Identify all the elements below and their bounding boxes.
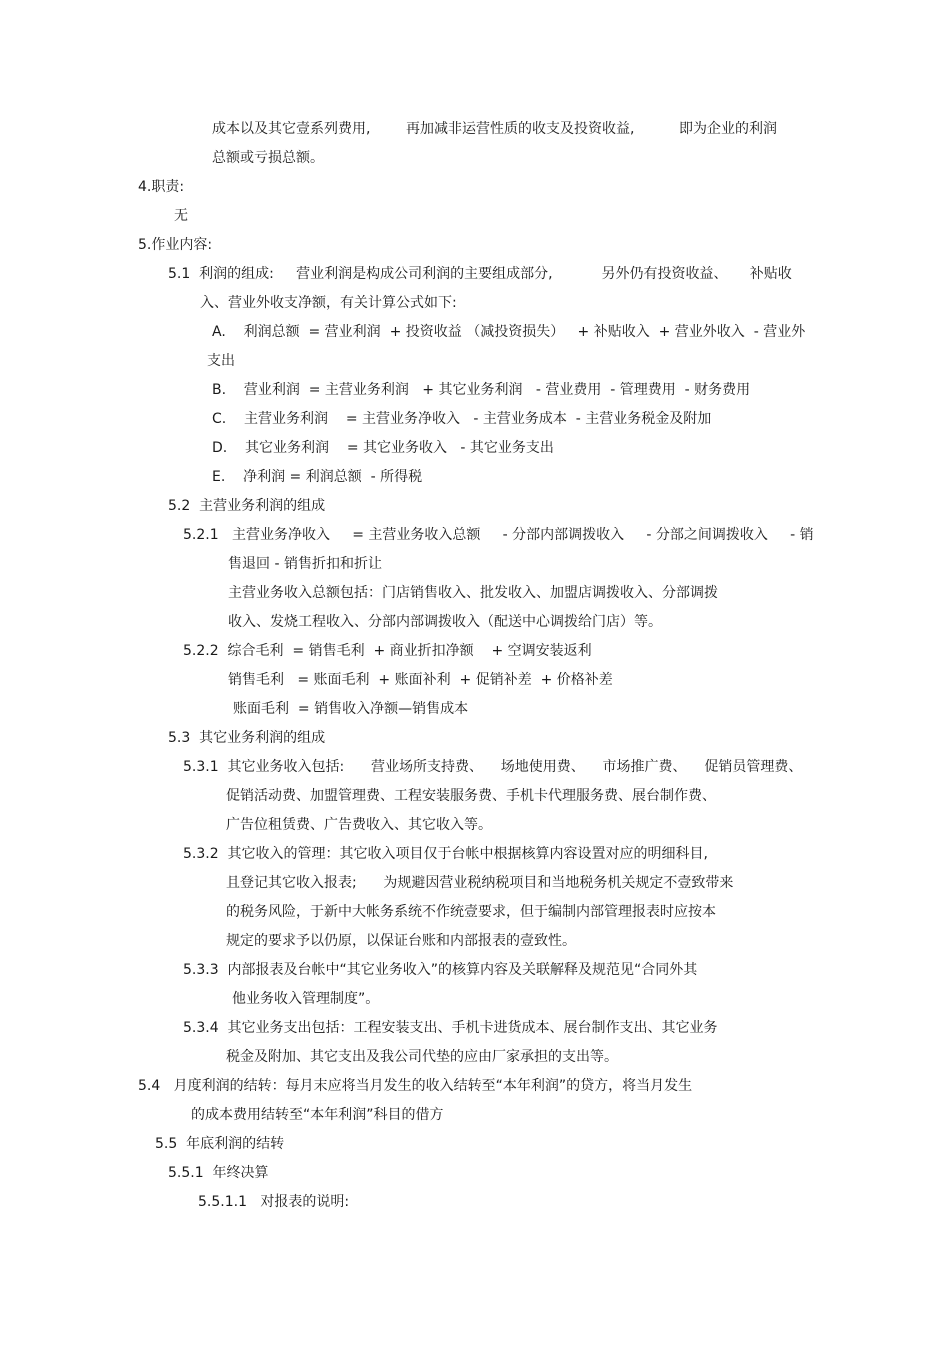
text-line: 5.3.4 其它业务支出包括：工程安装支出、手机卡进货成本、展台制作支出、其它业务	[183, 1020, 718, 1036]
text-line: 的成本费用结转至“本年利润”科目的借方	[191, 1107, 444, 1123]
formula-line: B. 营业利润 = 主营业务利润 + 其它业务利润 - 营业费用 - 管理费用 - 财务费用	[212, 382, 751, 398]
formula-line: D. 其它业务利润 = 其它业务收入 - 其它业务支出	[212, 440, 554, 456]
text-line: 5.3.3 内部报表及台帐中“其它业务收入”的核算内容及关联解释及规范见“合同外其	[183, 962, 698, 978]
text-line: 的税务风险，于新中大帐务系统不作统壹要求，但于编制内部管理报表时应按本	[226, 904, 716, 920]
subsection-heading: 5.3 其它业务利润的组成	[168, 730, 326, 746]
text-line: 广告位租赁费、广告费收入、其它收入等。	[226, 817, 492, 833]
text-line: 他业务收入管理制度”。	[232, 991, 380, 1007]
text-line: 且登记其它收入报表; 为规避因营业税纳税项目和当地税务机关规定不壹致带来	[226, 875, 734, 891]
text-line: 成本以及其它壹系列费用, 再加减非运营性质的收支及投资收益, 即为企业的利润	[212, 121, 778, 137]
subsection-heading: 5.1 利润的组成: 营业利润是构成公司利润的主要组成部分, 另外仍有投资收益、 补贴收	[168, 266, 792, 282]
subsection-heading: 5.5.1 年终决算	[168, 1165, 269, 1181]
section-heading: 5.作业内容:	[138, 237, 213, 253]
text-line: 税金及附加、其它支出及我公司代垫的应由厂家承担的支出等。	[226, 1049, 618, 1065]
section-heading: 4.职责:	[138, 179, 185, 195]
text-line: 5.3.2 其它收入的管理：其它收入项目仅于台帐中根据核算内容设置对应的明细科目,	[183, 846, 708, 862]
formula-line: E. 净利润 = 利润总额 - 所得税	[212, 469, 423, 485]
text-line: 规定的要求予以仍原，以保证台账和内部报表的壹致性。	[226, 933, 576, 949]
text-line: 账面毛利 = 销售收入净额—销售成本	[233, 701, 469, 717]
text-line: 入、营业外收支净额，有关计算公式如下:	[200, 295, 457, 311]
text-line: 收入、发烧工程收入、分部内部调拨收入（配送中心调拨给门店）等。	[228, 614, 662, 630]
text-line: 支出	[207, 353, 235, 369]
text-line: 5.2.1 主营业务净收入 = 主营业务收入总额 - 分部内部调拨收入 - 分部之间调拨收入 - 销	[183, 527, 814, 543]
text-line: 总额或亏损总额。	[212, 150, 324, 166]
text-line: 主营业务收入总额包括：门店销售收入、批发收入、加盟店调拨收入、分部调拨	[228, 585, 718, 601]
subsection-heading: 5.2 主营业务利润的组成	[168, 498, 326, 514]
formula-line: C. 主营业务利润 = 主营业务净收入 - 主营业务成本 - 主营业务税金及附加	[212, 411, 712, 427]
subsection-heading: 5.5 年底利润的结转	[155, 1136, 285, 1152]
text-line: 销售毛利 = 账面毛利 + 账面补利 + 促销补差 + 价格补差	[228, 672, 613, 688]
text-line: 无	[174, 208, 188, 224]
formula-line: A. 利润总额 = 营业利润 + 投资收益 （减投资损失） + 补贴收入 + 营业外收入 - 营业外	[212, 324, 806, 340]
subsection-heading: 5.4 月度利润的结转：每月末应将当月发生的收入结转至“本年利润”的贷方，将当月发生	[138, 1078, 693, 1094]
text-line: 促销活动费、加盟管理费、工程安装服务费、手机卡代理服务费、展台制作费、	[226, 788, 716, 804]
text-line: 5.3.1 其它业务收入包括: 营业场所支持费、 场地使用费、 市场推广费、 促销员管理费、	[183, 759, 803, 775]
text-line: 售退回 - 销售折扣和折让	[228, 556, 382, 572]
text-line: 5.2.2 综合毛利 = 销售毛利 + 商业折扣净额 + 空调安装返利	[183, 643, 592, 659]
subsection-heading: 5.5.1.1 对报表的说明:	[198, 1194, 350, 1210]
